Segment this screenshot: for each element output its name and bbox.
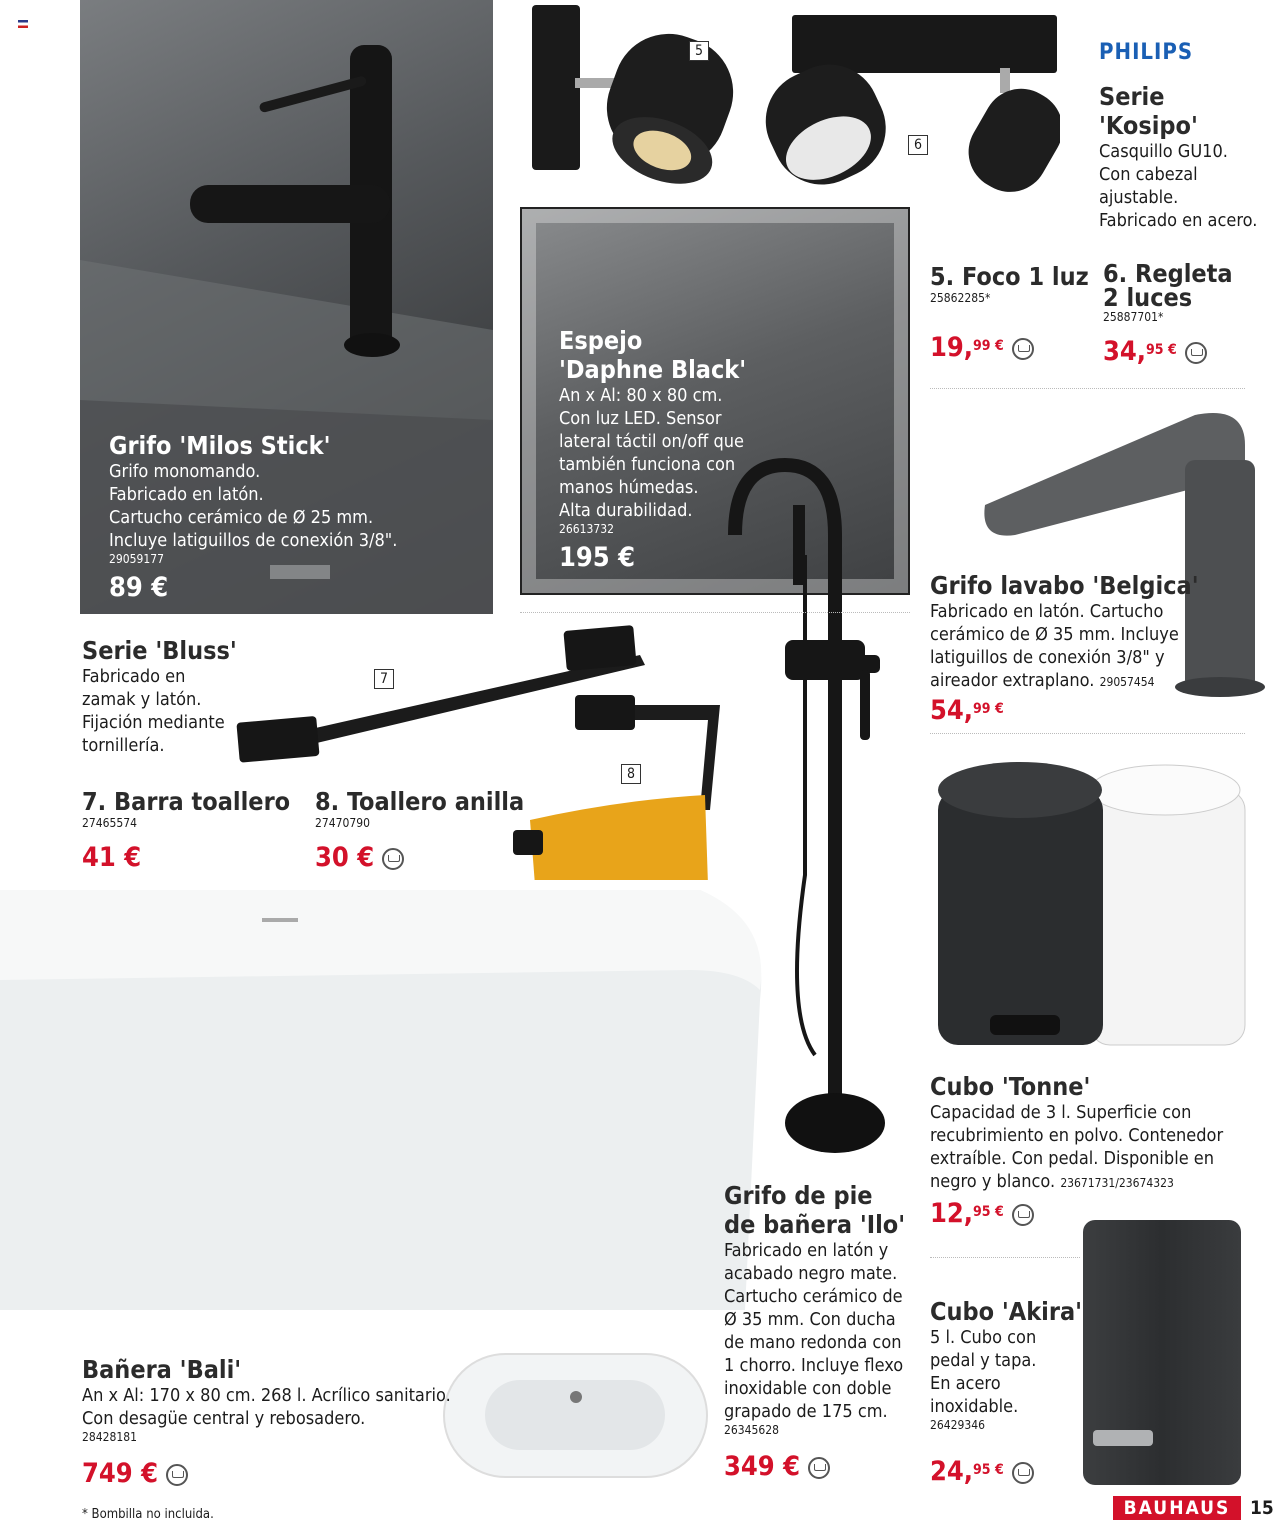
tonne-line: recubrimiento en polvo. Contenedor [930, 1125, 1224, 1146]
espejo-line: lateral táctil on/off que [559, 431, 744, 452]
belgica-line: cerámico de Ø 35 mm. Incluye [930, 624, 1179, 645]
kosipo-title-name: 'Kosipo' [1099, 111, 1198, 140]
price-dec: 99 € [973, 701, 1004, 717]
espejo-code: 26613732 [559, 522, 614, 536]
milos-line: Incluye latiguillos de conexión 3/8". [109, 530, 398, 551]
separator [520, 612, 910, 613]
regleta-title: 6. Regleta [1103, 259, 1233, 288]
espejo-line: también funciona con [559, 454, 736, 475]
price-dec: 95 € [973, 1462, 1004, 1478]
kosipo-line: Casquillo GU10. [1099, 141, 1228, 162]
bali-text [82, 1355, 451, 1489]
akira-line: En acero [930, 1373, 1001, 1394]
ilo-line: de mano redonda con [724, 1332, 902, 1353]
espejo-text [559, 326, 746, 573]
badge-8: 8 [621, 764, 641, 784]
akira-line: pedal y tapa. [930, 1350, 1037, 1371]
foco-title: 5. Foco 1 luz [930, 262, 1089, 291]
regleta-price [1103, 337, 1233, 367]
kosipo-text [1099, 82, 1257, 232]
ilo-line: inoxidable con doble [724, 1378, 892, 1399]
separator [930, 388, 1245, 389]
milos-price: 89 € [109, 572, 169, 603]
bali-code: 28428181 [82, 1430, 137, 1444]
badge-5: 5 [689, 41, 709, 61]
ilo-title-sub: de bañera 'Ilo' [724, 1210, 906, 1239]
espejo-line: manos húmedas. [559, 477, 699, 498]
espejo-line: An x Al: 80 x 80 cm. [559, 385, 723, 406]
akira-line: 5 l. Cubo con [930, 1327, 1037, 1348]
anilla-text [315, 787, 524, 873]
bluss-line: tornillería. [82, 735, 165, 756]
milos-line: Fabricado en latón. [109, 484, 264, 505]
bluss-line: Fabricado en [82, 666, 186, 687]
barra-code: 27465574 [82, 816, 137, 830]
milos-title: Grifo 'Milos Stick' [109, 431, 331, 460]
bluss-text [82, 636, 237, 757]
ilo-line: grapado de 175 cm. [724, 1401, 888, 1422]
ilo-line: Ø 35 mm. Con ducha [724, 1309, 896, 1330]
bluss-title: Serie 'Bluss' [82, 636, 237, 665]
separator [930, 733, 1245, 734]
milos-code: 29059177 [109, 552, 164, 566]
ilo-code: 26345628 [724, 1423, 779, 1437]
price-int: 24, [930, 1456, 974, 1487]
regleta-text [1103, 259, 1233, 367]
akira-line: inoxidable. [930, 1396, 1019, 1417]
bali-line: An x Al: 170 x 80 cm. 268 l. Acrílico sanitario. [82, 1385, 451, 1406]
akira-code: 26429346 [930, 1418, 985, 1432]
bauhaus-logo: BAUHAUS [1113, 1496, 1241, 1520]
belgica-price [930, 696, 1199, 726]
milos-line: Cartucho cerámico de Ø 25 mm. [109, 507, 374, 528]
akira-price [930, 1457, 1082, 1487]
ilo-line: Cartucho cerámico de [724, 1286, 903, 1307]
bluss-line: Fijación mediante [82, 712, 225, 733]
cart-icon[interactable] [1012, 338, 1034, 360]
ilo-line: Fabricado en latón y [724, 1240, 889, 1261]
price-dec: 95 € [1146, 342, 1177, 358]
badge-7: 7 [374, 669, 394, 689]
floor-faucet-illustration [725, 455, 905, 1165]
regleta-code: 25887701* [1103, 310, 1164, 324]
kosipo-line: ajustable. [1099, 187, 1179, 208]
ilo-price [724, 1452, 905, 1482]
price-int: 54, [930, 695, 974, 726]
flag-icon [18, 20, 28, 28]
page-number: 15 [1250, 1497, 1274, 1519]
tonne-title: Cubo 'Tonne' [930, 1072, 1091, 1101]
barra-title: 7. Barra toallero [82, 787, 291, 816]
milos-text [109, 431, 397, 603]
kosipo-title: Serie [1099, 82, 1165, 111]
badge-6: 6 [908, 135, 928, 155]
price-dec: 99 € [973, 338, 1004, 354]
regleta-title-sub: 2 luces [1103, 283, 1193, 312]
belgica-code: 29057454 [1099, 675, 1155, 689]
tonne-line: extraíble. Con pedal. Disponible en [930, 1148, 1215, 1169]
tonne-text [930, 1072, 1223, 1229]
price-value: 349 € [724, 1451, 801, 1482]
spotlights-illustration [530, 0, 1060, 200]
price-value: 749 € [82, 1458, 159, 1489]
anilla-code: 27470790 [315, 816, 370, 830]
barra-price: 41 € [82, 842, 142, 873]
espejo-title-name: 'Daphne Black' [559, 355, 747, 384]
belgica-title: Grifo lavabo 'Belgica' [930, 571, 1199, 600]
belgica-line: latiguillos de conexión 3/8" y [930, 647, 1165, 668]
ilo-text [724, 1181, 905, 1482]
cart-icon[interactable] [1012, 1462, 1034, 1484]
separator [930, 1257, 1080, 1258]
belgica-line: Fabricado en latón. Cartucho [930, 601, 1164, 622]
kosipo-line: Fabricado en acero. [1099, 210, 1258, 231]
bathtub-illustration [0, 880, 770, 1330]
tonne-line [930, 1170, 1223, 1193]
akira-text [930, 1297, 1082, 1487]
foco-text [930, 262, 1089, 363]
tonne-last-line: negro y blanco. [930, 1171, 1056, 1192]
akira-bin-photo [1083, 1220, 1241, 1485]
cart-icon[interactable] [166, 1464, 188, 1486]
bali-price [82, 1459, 451, 1489]
price-int: 34, [1103, 336, 1147, 367]
cart-icon[interactable] [382, 848, 404, 870]
price-value: 30 € [315, 842, 375, 873]
cart-icon[interactable] [1012, 1204, 1034, 1226]
bins-illustration [930, 760, 1260, 1065]
cart-icon[interactable] [1185, 342, 1207, 364]
tonne-price [930, 1199, 1223, 1229]
tonne-line: Capacidad de 3 l. Superficie con [930, 1102, 1192, 1123]
espejo-line: Alta durabilidad. [559, 500, 693, 521]
espejo-price: 195 € [559, 542, 636, 573]
espejo-line: Con luz LED. Sensor [559, 408, 722, 429]
bathtub-top-view [443, 1353, 708, 1478]
akira-title: Cubo 'Akira' [930, 1297, 1083, 1326]
barra-text [82, 787, 290, 873]
price-int: 19, [930, 332, 974, 363]
price-dec: 95 € [973, 1204, 1004, 1220]
tonne-code: 23671731/23674323 [1060, 1176, 1174, 1190]
bali-title: Bañera 'Bali' [82, 1355, 242, 1384]
ilo-title: Grifo de pie [724, 1181, 873, 1210]
belgica-line [930, 669, 1199, 692]
espejo-title: Espejo [559, 326, 643, 355]
anilla-title: 8. Toallero anilla [315, 787, 525, 816]
ilo-line: acabado negro mate. [724, 1263, 898, 1284]
foco-code: 25862285* [930, 291, 991, 305]
foco-price [930, 333, 1089, 363]
philips-logo: PHILIPS [1099, 40, 1194, 65]
footnote: * Bombilla no incluida. [82, 1507, 214, 1522]
ilo-line: 1 chorro. Incluye flexo [724, 1355, 904, 1376]
belgica-last-line: aireador extraplano. [930, 670, 1095, 691]
price-int: 12, [930, 1198, 974, 1229]
cart-icon[interactable] [808, 1457, 830, 1479]
kosipo-line: Con cabezal [1099, 164, 1198, 185]
belgica-text [930, 571, 1199, 726]
milos-line: Grifo monomando. [109, 461, 261, 482]
anilla-price [315, 843, 524, 873]
bluss-line: zamak y latón. [82, 689, 202, 710]
bali-line: Con desagüe central y rebosadero. [82, 1408, 366, 1429]
